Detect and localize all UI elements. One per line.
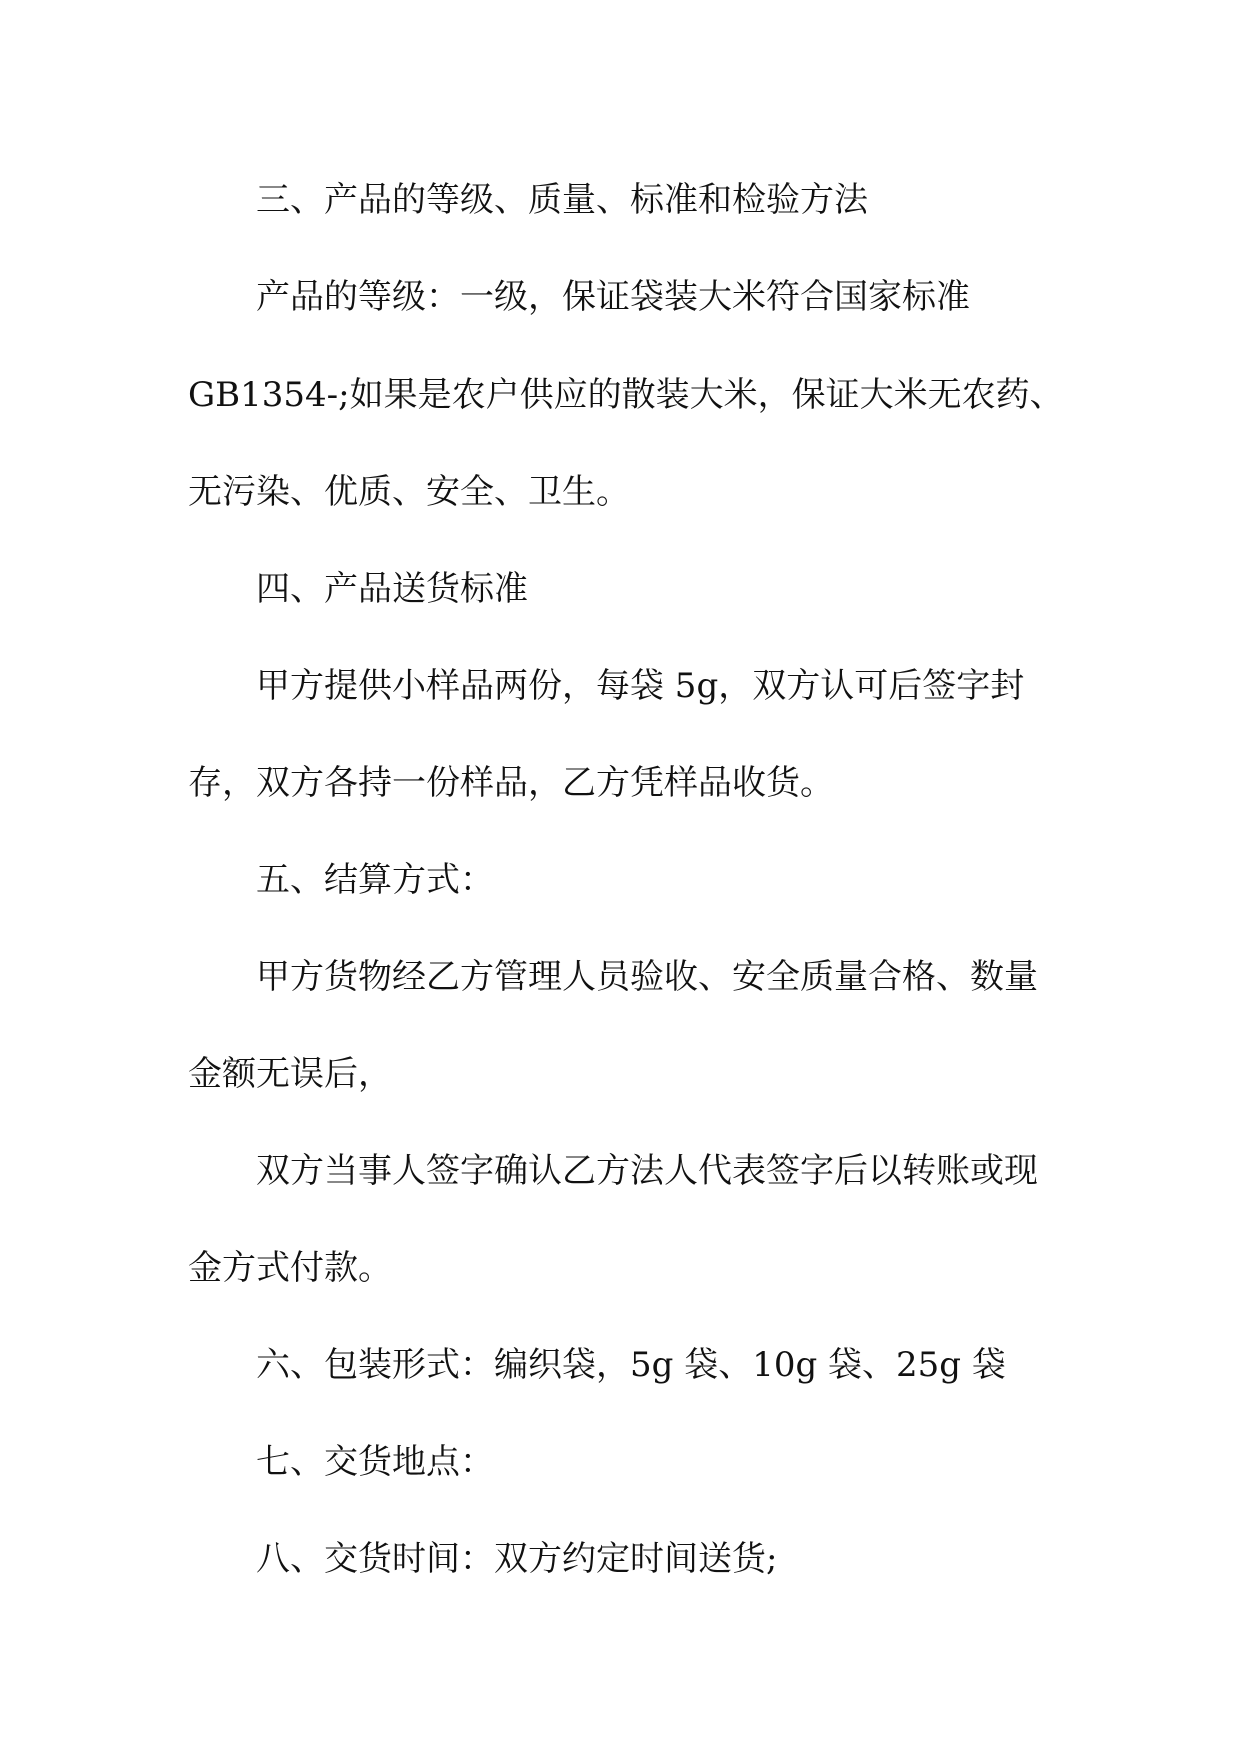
paragraph-line: GB1354-;如果是农户供应的散装大米，保证大米无农药、 <box>188 375 1064 415</box>
section-heading-7: 七、交货地点： <box>256 1442 494 1482</box>
section-heading-3: 三、产品的等级、质量、标准和检验方法 <box>256 180 868 220</box>
paragraph-line: 双方当事人签字确认乙方法人代表签字后以转账或现 <box>256 1151 1038 1191</box>
paragraph-line: 甲方提供小样品两份，每袋 5g，双方认可后签字封 <box>256 666 1025 706</box>
paragraph-line: 产品的等级：一级，保证袋装大米符合国家标准 <box>256 277 970 317</box>
paragraph-line: 金额无误后， <box>188 1054 392 1094</box>
paragraph-line: 无污染、优质、安全、卫生。 <box>188 472 630 512</box>
section-heading-6: 六、包装形式：编织袋，5g 袋、10g 袋、25g 袋 <box>256 1345 1006 1385</box>
paragraph-line: 甲方货物经乙方管理人员验收、安全质量合格、数量 <box>256 957 1038 997</box>
section-heading-5: 五、结算方式： <box>256 860 494 900</box>
paragraph-line: 存，双方各持一份样品，乙方凭样品收货。 <box>188 763 834 803</box>
paragraph-line: 金方式付款。 <box>188 1248 392 1288</box>
section-heading-4: 四、产品送货标准 <box>256 569 528 609</box>
section-heading-8: 八、交货时间：双方约定时间送货; <box>256 1539 778 1579</box>
